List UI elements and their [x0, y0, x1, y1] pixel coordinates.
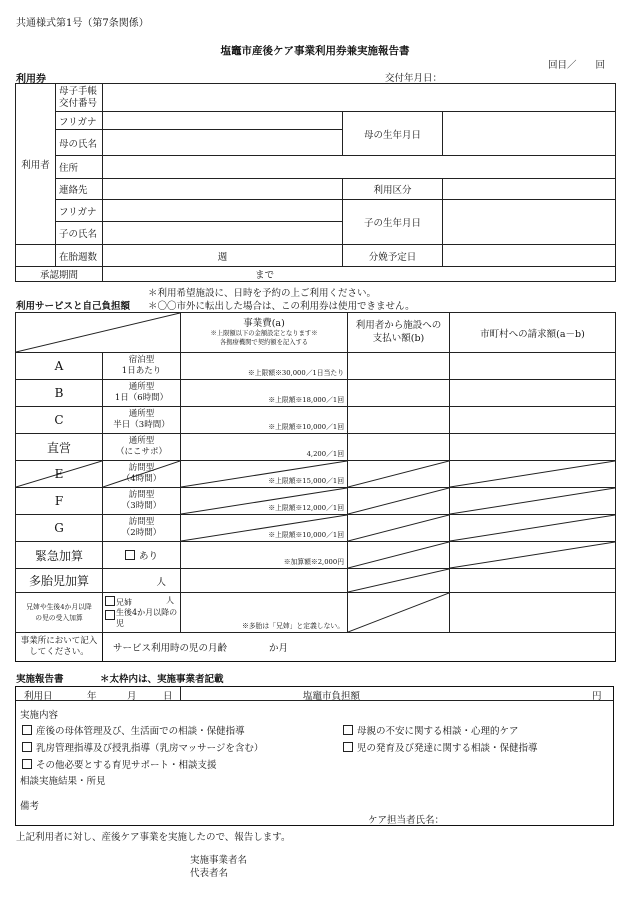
category-label: 利用区分 [343, 179, 443, 200]
item-4-label: 児の発育及び発達に関する相談・保健指導 [357, 743, 538, 754]
service-claim-cell[interactable] [450, 407, 616, 434]
service-claim-cell[interactable] [450, 488, 616, 515]
checkbox-icon[interactable] [22, 759, 32, 769]
representative-label: 代表者名 [190, 868, 229, 879]
emergency-checkbox[interactable] [125, 550, 135, 560]
results-label: 相談実施結果・所見 [20, 776, 106, 787]
emergency-opt: あり [138, 551, 158, 562]
service-type: 通所型 1日（6時間） [103, 380, 181, 407]
service-row [16, 434, 616, 461]
checkbox-icon[interactable] [343, 742, 353, 752]
service-type [103, 461, 181, 488]
mother-furigana-field[interactable] [103, 112, 343, 130]
user-table [15, 83, 616, 282]
service-fee-cell[interactable] [181, 461, 348, 488]
report-item-4[interactable] [343, 740, 538, 754]
section-report: 実施報告書 [16, 674, 64, 685]
report-note: ＊太枠内は、実施事業者記載 [100, 674, 224, 685]
emergency-fee: ※加算額※2,000円 [181, 542, 348, 569]
staff-label: ケア担当者氏名： [368, 815, 445, 826]
service-fee-cell[interactable] [181, 380, 348, 407]
category-field[interactable] [443, 179, 616, 200]
service-name: G [16, 515, 103, 542]
mother-dob-field[interactable] [443, 112, 616, 156]
sibling-fee: ※多胎は「兄姉」と定義しない。 [181, 593, 348, 633]
mother-name-label: 母の氏名 [56, 130, 103, 156]
header-diagonal-cell [16, 313, 181, 353]
service-claim-cell[interactable] [450, 461, 616, 488]
service-fee-cell[interactable] [181, 353, 348, 380]
diagonal-line [348, 461, 449, 487]
provider-label: 実施事業者名 [190, 855, 248, 866]
burden-label: 塩竈市負担額 [303, 691, 361, 702]
approval-label: 承認期間 [16, 267, 103, 282]
service-paid-cell[interactable] [348, 461, 450, 488]
use-date-label: 利用日 [24, 691, 53, 702]
service-type: 訪問型 （2時間） [103, 515, 181, 542]
service-claim-cell[interactable] [450, 434, 616, 461]
service-table [15, 312, 616, 662]
item-1-label: 産後の母体管理及び、生活面での相談・保健指導 [36, 726, 245, 737]
child-dob-field[interactable] [443, 200, 616, 245]
service-fee: 4,200／1回 [306, 450, 344, 458]
multi-label: 多胎児加算 [16, 569, 103, 593]
weeks-unit: 週 [217, 251, 228, 263]
contact-field[interactable] [103, 179, 343, 200]
service-fee: ※上限額※15,000／1回 [268, 477, 344, 485]
child-furigana-field[interactable] [103, 200, 343, 222]
service-row [16, 407, 616, 434]
service-row [16, 515, 616, 542]
col-fee-note2: 各拠療機関で契約額を記入する [219, 338, 309, 346]
service-fee-cell[interactable] [181, 407, 348, 434]
service-name: A [16, 353, 103, 380]
service-fee-cell[interactable] [181, 515, 348, 542]
mother-name-field[interactable] [103, 130, 343, 156]
service-row [16, 488, 616, 515]
multi-paid-cell [348, 569, 450, 593]
diagonal-line [450, 488, 615, 514]
multi-unit: 人 [156, 576, 166, 588]
service-paid-cell[interactable] [348, 434, 450, 461]
report-item-5[interactable] [22, 757, 217, 771]
report-box [15, 686, 614, 826]
day-label: 日 [163, 691, 173, 702]
service-name: C [16, 407, 103, 434]
diagonal-line [348, 515, 449, 541]
item-2-label: 母親の不安に関する相談・心理的ケア [357, 726, 519, 737]
service-claim-cell[interactable] [450, 515, 616, 542]
service-paid-cell[interactable] [348, 353, 450, 380]
mother-furigana-label: フリガナ [56, 112, 103, 130]
service-paid-cell[interactable] [348, 488, 450, 515]
year-label: 年 [87, 691, 97, 702]
service-fee: ※上限額※30,000／1日当たり [247, 369, 344, 377]
over4m-checkbox[interactable] [105, 610, 115, 620]
approval-field[interactable] [103, 267, 616, 282]
service-fee: ※上限額※10,000／1回 [268, 531, 344, 539]
col-fee-note1: ※上限額以下の金額設定となります※ [210, 330, 318, 338]
service-fee-cell[interactable] [181, 488, 348, 515]
gest-weeks-label: 在胎週数 [56, 245, 103, 267]
yen-label: 円 [592, 691, 602, 702]
service-fee: ※上限額※12,000／1回 [268, 504, 344, 512]
sibling-opt1: 兄姉 [116, 597, 132, 607]
emergency-paid-cell [348, 542, 450, 569]
service-type: 訪問型 （3時間） [103, 488, 181, 515]
service-fee: ※上限額※10,000／1回 [268, 423, 344, 431]
child-name-label: 子の氏名 [56, 222, 103, 245]
service-name: 直営 [16, 434, 103, 461]
emergency-claim-cell [450, 542, 616, 569]
service-fee: ※上限額※18,000／1回 [268, 396, 344, 404]
note-reserve: ＊利用希望施設に、日時を予約の上ご利用ください。 [148, 288, 377, 299]
service-name-text: E [54, 467, 64, 481]
service-row [16, 353, 616, 380]
col-paid: 利用者から施設への 支払い額(b) [348, 313, 450, 353]
item-3-label: 乳房管理指導及び授乳指導（乳房マッサージを含む） [36, 743, 264, 754]
service-name: B [16, 380, 103, 407]
col-claim: 市町村への請求額(a－b) [450, 313, 616, 353]
user-group-label: 利用者 [16, 84, 56, 245]
diagonal-line [450, 461, 615, 487]
month-label: 月 [127, 691, 137, 702]
service-type-text: 訪問型 （4時間） [121, 463, 162, 484]
service-name: F [16, 488, 103, 515]
report-item-3[interactable] [22, 740, 263, 754]
section-voucher: 利用券 [16, 74, 46, 85]
content-label: 実施内容 [20, 710, 59, 721]
address-field[interactable] [103, 156, 616, 179]
item-5-label: その他必要とする育児サポート・相談支援 [36, 760, 217, 771]
service-claim-cell[interactable] [450, 380, 616, 407]
sibling-checkbox[interactable] [105, 596, 115, 606]
address-label: 住所 [56, 156, 103, 179]
service-paid-cell[interactable] [348, 380, 450, 407]
child-dob-label: 子の生年月日 [343, 200, 443, 245]
mother-dob-label: 母の生年月日 [343, 112, 443, 156]
due-date-field[interactable] [443, 245, 616, 267]
report-item-2[interactable] [343, 723, 519, 737]
service-type: 通所型 （にこサポ） [103, 434, 181, 461]
diagonal-line [348, 488, 449, 514]
sibling-paid-cell [348, 593, 450, 633]
service-name [16, 461, 103, 488]
section-services: 利用サービスと自己負担額 [16, 301, 131, 312]
service-type: 宿泊型 1日あたり [103, 353, 181, 380]
service-paid-cell[interactable] [348, 407, 450, 434]
col-fee: 事業費(a) [243, 317, 285, 329]
usage-count: 回目／ 回 [548, 60, 606, 71]
form-number: 共通様式第1号（第7条関係） [16, 18, 149, 29]
checkbox-icon[interactable] [22, 742, 32, 752]
service-row [16, 380, 616, 407]
service-row [16, 461, 616, 488]
service-fee-cell[interactable] [181, 434, 348, 461]
gest-weeks-field[interactable] [103, 245, 343, 267]
diagonal-line [450, 515, 615, 541]
footer-statement: 上記利用者に対し、産後ケア事業を実施したので、報告します。 [16, 832, 291, 843]
child-age-label: サービス利用時の児の月齢 [113, 643, 228, 654]
sibling-opt1-unit: 人 [166, 595, 174, 605]
child-age-unit: か月 [269, 643, 289, 654]
due-date-label: 分娩予定日 [343, 245, 443, 267]
remarks-label: 備考 [20, 801, 40, 812]
note-moved: ＊〇〇市外に転出した場合は、この利用券は使用できません。 [148, 301, 415, 312]
child-furigana-label: フリガナ [56, 200, 103, 222]
multi-count-field[interactable] [103, 569, 181, 593]
service-claim-cell[interactable] [450, 353, 616, 380]
service-type: 通所型 半日（3時間） [103, 407, 181, 434]
sibling-label: 兄姉や生後4か月以降 の児の受入加算 [16, 593, 103, 633]
report-item-1[interactable] [22, 723, 245, 737]
contact-label: 連絡先 [56, 179, 103, 200]
checkbox-icon[interactable] [343, 725, 353, 735]
approval-to: まで [255, 270, 275, 281]
facility-note: 事業所において記入 してください。 [16, 633, 103, 662]
handbook-no-label: 母子手帳 交付番号 [56, 84, 103, 112]
sibling-opt2: 生後4か月以降の 児 [116, 608, 178, 628]
page-title: 塩竈市産後ケア事業利用券兼実施報告書 [220, 45, 410, 57]
handbook-no-field[interactable] [103, 84, 616, 112]
emergency-label: 緊急加算 [16, 542, 103, 569]
child-age-field[interactable] [103, 633, 616, 662]
service-paid-cell[interactable] [348, 515, 450, 542]
issue-date-label: 交付年月日： [385, 73, 443, 84]
child-name-field[interactable] [103, 222, 343, 245]
checkbox-icon[interactable] [22, 725, 32, 735]
